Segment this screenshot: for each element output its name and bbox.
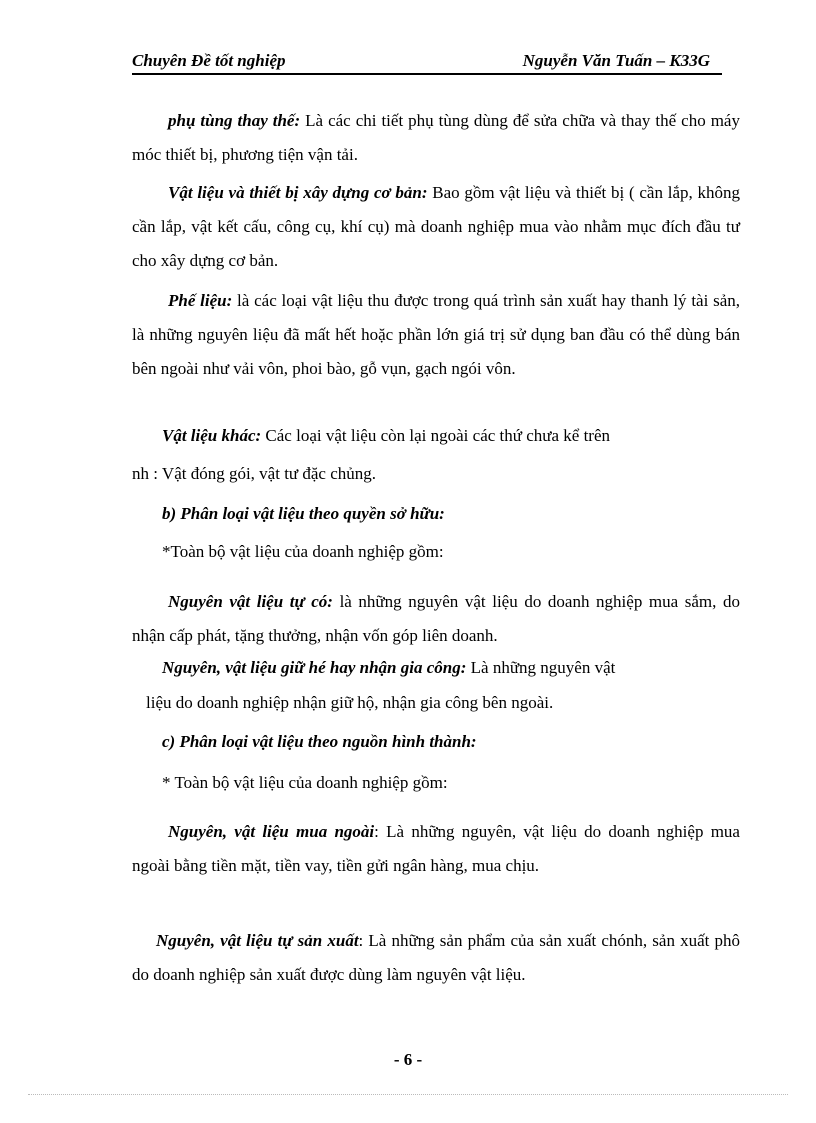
heading-b: b) Phân loại vật liệu theo quyền sở hữu: (162, 504, 445, 523)
text-self-produced: : Là những sản phẩm của sản xuất chónh, sản xuất phô do doanh nghiệp sản xuất được dùng làm nguyên vật liệu. (132, 931, 740, 984)
header-title: Chuyên Đề tốt nghiệp (132, 51, 286, 70)
paragraph-held-materials-line2: liệu do doanh nghiệp nhận giữ hộ, nhận gia công bên ngoài. (146, 693, 554, 712)
term-self-produced: Nguyên, vật liệu tự sản xuất (156, 931, 359, 950)
term-purchased-materials: Nguyên, vật liệu mua ngoài (168, 822, 375, 841)
term-spare-parts: phụ tùng thay thế: (168, 111, 301, 130)
text-held-materials: Là những nguyên vật (466, 658, 616, 677)
text-spare-parts: Là các chi tiết phụ tùng dùng để sửa chữa và thay thế cho máy móc thiết bị, phương tiện vận tải. (132, 111, 740, 164)
page-number: - 6 - (393, 1050, 423, 1069)
text-other-materials: Các loại vật liệu còn lại ngoài các thứ chưa kể trên (261, 426, 611, 445)
header-author: Nguyễn Văn Tuấn – K33G (522, 51, 710, 70)
term-own-materials: Nguyên vật liệu tự có: (168, 592, 333, 611)
page-header (132, 51, 722, 75)
paragraph-scrap (132, 284, 740, 386)
paragraph-other-materials (162, 426, 610, 446)
term-held-materials: Nguyên, vật liệu giữ hé hay nhận gia công: (162, 658, 467, 677)
paragraph-other-materials-line2 (132, 464, 376, 484)
text-scrap: là các loại vật liệu thu được trong quá trình sản xuất hay thanh lý tài sản, là những nguyên liệu đã mất hết hoặc phần lớn giá trị sử dụng ban đầu có thể dùng bán bên ngoài như vải vôn, phoi bào, gỗ vụn, gạch ngói vôn. (132, 291, 740, 378)
paragraph-purchased-materials (132, 815, 740, 883)
paragraph-spare-parts (132, 104, 740, 172)
text-construction-materials: Bao gồm vật liệu và thiết bị ( cần lắp, không cần lắp, vật kết cấu, công cụ, khí cụ) mà doanh nghiệp mua vào nhằm mục đích đầu tư cho xây dựng cơ bản. (132, 183, 741, 270)
paragraph-self-produced (132, 924, 740, 992)
term-other-materials: Vật liệu khác: (162, 426, 262, 445)
heading-c: c) Phân loại vật liệu theo nguồn hình thành: (162, 732, 477, 751)
term-scrap: Phế liệu: (168, 291, 233, 310)
text-other-prefix: nh (132, 464, 149, 483)
paragraph-all-materials-1: *Toàn bộ vật liệu của doanh nghiệp gồm: (162, 542, 444, 561)
paragraph-held-materials (162, 658, 615, 678)
paragraph-construction-materials (132, 176, 740, 278)
text-purchased-materials: : Là những nguyên, vật liệu do doanh nghiệp mua ngoài bằng tiền mặt, tiền vay, tiền gửi ngân hàng, mua chịu. (132, 822, 740, 875)
page-bottom-divider (28, 1094, 788, 1095)
paragraph-all-materials-2: * Toàn bộ vật liệu của doanh nghiệp gồm: (162, 773, 448, 792)
text-other-line2: : Vật đóng gói, vật tư đặc chủng. (153, 464, 377, 483)
text-own-materials: là những nguyên vật liệu do doanh nghiệp mua sắm, do nhận cấp phát, tặng thưởng, nhận vốn góp liên doanh. (132, 592, 740, 645)
paragraph-own-materials (132, 585, 740, 653)
term-construction-materials: Vật liệu và thiết bị xây dựng cơ bản: (168, 183, 428, 202)
